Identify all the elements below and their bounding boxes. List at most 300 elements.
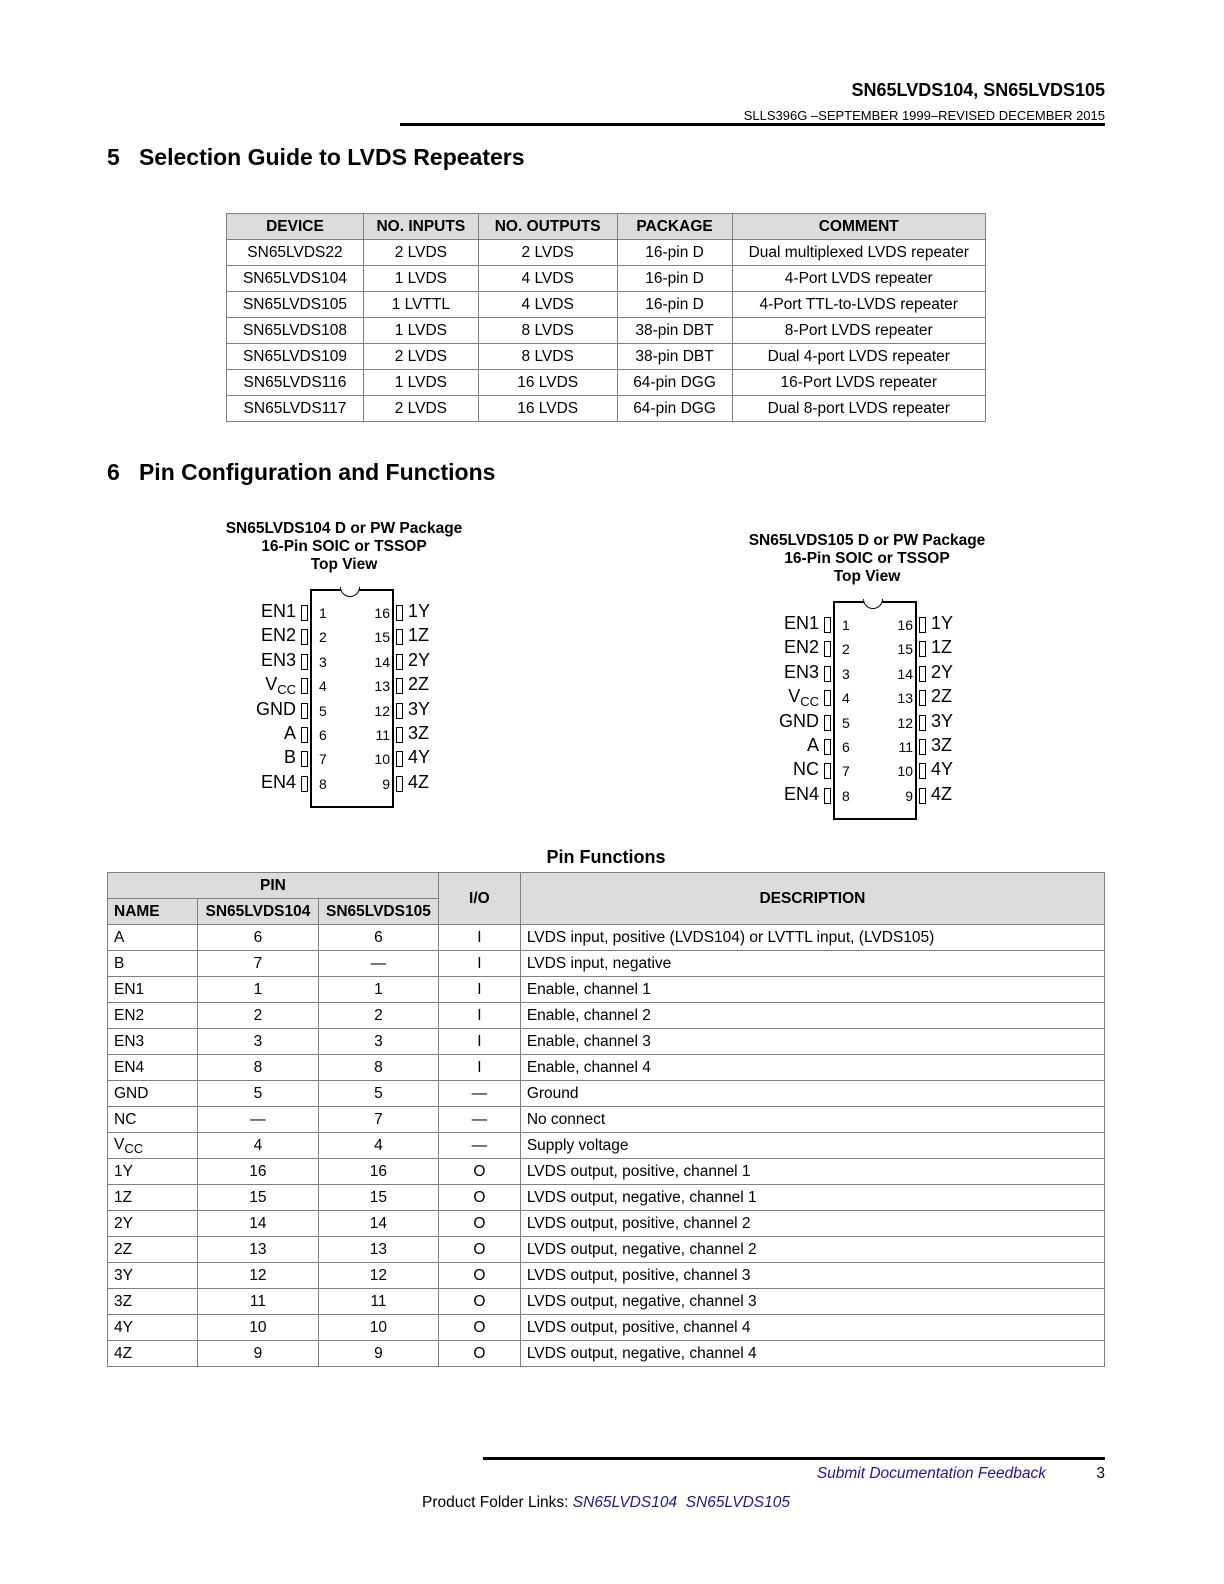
pin-name-cell — [108, 977, 198, 1003]
pin-number: 9 — [382, 775, 390, 792]
left-pin-name — [807, 735, 819, 756]
pin-lead — [824, 666, 831, 682]
package-title-line: SN65LVDS104 D or PW Package — [225, 520, 463, 537]
pin-lead — [396, 751, 403, 767]
right-pin-name: 4Z — [408, 771, 430, 792]
table-cell: SN65LVDS104 — [227, 266, 364, 292]
table-cell: Dual 4-port LVDS repeater — [732, 344, 986, 370]
table-cell: Dual multiplexed LVDS repeater — [732, 240, 986, 266]
pin-number: 7 — [842, 763, 850, 780]
pin-lead — [919, 788, 926, 804]
pin-name-subscript: CC — [124, 1140, 144, 1156]
table-cell: 1 LVTTL — [363, 292, 478, 318]
right-pin-name: 2Y — [931, 661, 954, 682]
pin-lead — [919, 666, 926, 682]
pin-row — [260, 601, 431, 625]
header-sn65lvds105: SN65LVDS105 — [318, 899, 438, 925]
table-cell: 64-pin DGG — [617, 396, 732, 422]
left-pin-name — [284, 747, 296, 768]
pin-105-cell: 7 — [318, 1107, 438, 1133]
column-header: NO. INPUTS — [363, 214, 478, 240]
pin-name-text: 4Z — [114, 1344, 133, 1362]
pin-105-cell: 12 — [318, 1263, 438, 1289]
description-cell: LVDS output, positive, channel 1 — [520, 1159, 1104, 1185]
pin-number: 5 — [319, 702, 327, 719]
pin-lead — [396, 703, 403, 719]
pin-104-cell: 9 — [197, 1341, 318, 1367]
header-io: I/O — [438, 873, 520, 925]
pin-number: 8 — [842, 787, 850, 804]
table-header-row — [227, 214, 986, 240]
right-pin-name: 3Z — [931, 735, 953, 755]
table-row — [108, 1263, 1105, 1289]
description-cell: Enable, channel 1 — [520, 977, 1104, 1003]
pin-105-cell: 9 — [318, 1341, 438, 1367]
io-cell: O — [438, 1341, 520, 1367]
pin-name-cell — [108, 1315, 198, 1341]
table-cell: 16-pin D — [617, 240, 732, 266]
pin-name-text: EN4 — [260, 771, 296, 792]
pin-name-text: 1Z — [114, 1188, 133, 1206]
description-cell: LVDS output, negative, channel 1 — [520, 1185, 1104, 1211]
pin-number: 15 — [374, 629, 390, 646]
pin-number: 13 — [897, 690, 913, 707]
pin-name-text: EN4 — [114, 1058, 145, 1076]
pin-105-cell: 10 — [318, 1315, 438, 1341]
pin-name-cell — [108, 1003, 198, 1029]
table-cell: 4 LVDS — [478, 266, 617, 292]
description-cell: Enable, channel 3 — [520, 1029, 1104, 1055]
pin-lead — [301, 776, 308, 792]
pin-name-cell — [108, 951, 198, 977]
pin-number: 13 — [374, 678, 390, 695]
pin-lead — [824, 715, 831, 731]
table-cell: 38-pin DBT — [617, 344, 732, 370]
pin-number: 12 — [897, 714, 913, 731]
feedback-link[interactable]: Submit Documentation Feedback — [816, 1465, 1046, 1482]
table-row — [108, 1003, 1105, 1029]
table-cell: 16-pin D — [617, 266, 732, 292]
pin-104-cell: 13 — [197, 1237, 318, 1263]
table-cell: 4-Port TTL-to-LVDS repeater — [732, 292, 986, 318]
product-link-104[interactable]: SN65LVDS104 — [572, 1494, 678, 1511]
pin-105-cell: 13 — [318, 1237, 438, 1263]
header-rule — [400, 123, 1105, 126]
table-row — [227, 318, 986, 344]
table-cell: SN65LVDS109 — [227, 344, 364, 370]
pin-name-cell — [108, 1029, 198, 1055]
pin-number: 4 — [842, 690, 850, 707]
pin-lead — [396, 654, 403, 670]
pin-row — [265, 674, 430, 698]
right-pin-name: 4Z — [931, 783, 953, 804]
document-title: SN65LVDS104, SN65LVDS105 — [851, 80, 1105, 100]
pin-lead — [301, 605, 308, 621]
pin-row — [260, 649, 431, 674]
pin-name-cell — [108, 1341, 198, 1367]
pin-104-cell: 5 — [197, 1081, 318, 1107]
table-cell: SN65LVDS105 — [227, 292, 364, 318]
pin-name-cell — [108, 1133, 198, 1159]
pin-name-text: 3Z — [114, 1292, 133, 1310]
table-cell: 2 LVDS — [478, 240, 617, 266]
pin-name-text: 1Y — [114, 1162, 133, 1180]
table-header-row — [108, 873, 1105, 899]
pin-name-text: A — [283, 723, 296, 743]
pin-104-cell: 16 — [197, 1159, 318, 1185]
table-row — [108, 1159, 1105, 1185]
pin-name-text: 3Y — [114, 1266, 133, 1284]
section-6-heading — [107, 459, 495, 486]
pin-104-cell: 8 — [197, 1055, 318, 1081]
table-cell: 2 LVDS — [363, 396, 478, 422]
pin-name-text: GND — [779, 710, 819, 731]
pin-number: 12 — [374, 702, 390, 719]
left-pin-name — [784, 662, 819, 683]
pin-105-cell: — — [318, 951, 438, 977]
pin-lead — [301, 629, 308, 645]
table-cell: SN65LVDS22 — [227, 240, 364, 266]
pin-lead — [919, 763, 926, 779]
pin-number: 2 — [319, 629, 327, 646]
description-cell: No connect — [520, 1107, 1104, 1133]
pin-name-text: EN3 — [260, 649, 296, 670]
right-pin-name: 1Y — [408, 601, 431, 621]
left-pin-name — [265, 674, 296, 697]
pin-name-text: V — [265, 674, 278, 695]
pin-lead — [396, 605, 403, 621]
description-cell: LVDS output, negative, channel 4 — [520, 1341, 1104, 1367]
pin-name-subscript: CC — [800, 694, 819, 710]
description-cell: LVDS output, positive, channel 4 — [520, 1315, 1104, 1341]
table-cell: 1 LVDS — [363, 266, 478, 292]
table-row — [108, 1341, 1105, 1367]
description-cell: Supply voltage — [520, 1133, 1104, 1159]
table-row — [227, 396, 986, 422]
left-pin-name — [788, 686, 819, 709]
table-cell: 8 LVDS — [478, 344, 617, 370]
description-cell: LVDS output, negative, channel 3 — [520, 1289, 1104, 1315]
pin-104-cell: 1 — [197, 977, 318, 1003]
pin-lead — [824, 739, 831, 755]
pin-name-cell — [108, 1289, 198, 1315]
pin-row — [283, 723, 430, 747]
pin-lead — [301, 678, 308, 694]
table-row — [108, 1055, 1105, 1081]
product-folder-links — [0, 1494, 1212, 1512]
pin-name-text: B — [283, 747, 296, 768]
section-number: 5 — [107, 144, 120, 170]
table-row — [108, 951, 1105, 977]
pin-number: 11 — [375, 727, 390, 743]
pin-row — [283, 747, 431, 771]
io-cell: O — [438, 1211, 520, 1237]
pin-name-text: V — [114, 1135, 125, 1153]
table-cell: 16 LVDS — [478, 370, 617, 396]
pin-row — [788, 686, 953, 710]
table-cell: 64-pin DGG — [617, 370, 732, 396]
header-description: DESCRIPTION — [520, 873, 1104, 925]
description-cell: Enable, channel 2 — [520, 1003, 1104, 1029]
pin-row — [260, 771, 430, 796]
right-pin-name: 1Y — [931, 613, 954, 633]
pin-number: 2 — [842, 641, 850, 658]
pin-name-cell — [108, 1185, 198, 1211]
right-pin-name: 3Z — [408, 723, 430, 743]
description-cell: LVDS output, positive, channel 3 — [520, 1263, 1104, 1289]
right-pin-name: 1Z — [931, 637, 953, 658]
table-row — [108, 1289, 1105, 1315]
right-pin-name: 2Z — [408, 674, 430, 695]
pin-104-cell: 11 — [197, 1289, 318, 1315]
left-pin-name — [261, 650, 296, 671]
table-row — [108, 1107, 1105, 1133]
selection-guide-table — [226, 213, 986, 422]
pin-name-text: EN1 — [260, 601, 296, 621]
left-pin-name — [261, 601, 296, 622]
pin-name-text: B — [114, 954, 125, 972]
pin-name-text: 4Y — [114, 1318, 133, 1336]
pin-104-cell: 14 — [197, 1211, 318, 1237]
table-row — [227, 292, 986, 318]
io-cell: I — [438, 1055, 520, 1081]
column-header: COMMENT — [732, 214, 986, 240]
pin-104-cell: 2 — [197, 1003, 318, 1029]
pin-functions-table — [107, 872, 1105, 1367]
pin-number: 14 — [374, 653, 390, 670]
header-pin: PIN — [108, 873, 439, 899]
pin-lead — [919, 641, 926, 657]
table-row — [108, 1133, 1105, 1159]
io-cell: O — [438, 1289, 520, 1315]
pin-105-cell: 15 — [318, 1185, 438, 1211]
pin-name-text: A — [114, 928, 125, 946]
pin-number: 14 — [897, 665, 913, 682]
pin-name-cell — [108, 1263, 198, 1289]
table-cell: 4 LVDS — [478, 292, 617, 318]
pin-104-cell: 7 — [197, 951, 318, 977]
description-cell: Enable, channel 4 — [520, 1055, 1104, 1081]
table-row — [227, 344, 986, 370]
pin-number: 16 — [897, 617, 913, 633]
pin-lead — [301, 654, 308, 670]
pin-number: 10 — [374, 751, 390, 768]
pin-name-text: GND — [256, 698, 296, 719]
pin-name-text: EN4 — [783, 783, 819, 804]
section-number: 6 — [107, 459, 120, 485]
left-pin-name — [793, 759, 819, 780]
pin-number: 10 — [897, 763, 913, 780]
description-cell: LVDS output, negative, channel 2 — [520, 1237, 1104, 1263]
pin-number: 6 — [842, 739, 850, 755]
pin-lead — [396, 629, 403, 645]
pin-name-cell — [108, 1211, 198, 1237]
table-cell: 16-Port LVDS repeater — [732, 370, 986, 396]
table-cell: 16-pin D — [617, 292, 732, 318]
pin-name-cell — [108, 1081, 198, 1107]
pin-lead — [824, 617, 831, 633]
io-cell: — — [438, 1107, 520, 1133]
pin-105-cell: 3 — [318, 1029, 438, 1055]
table-row — [108, 1081, 1105, 1107]
package-title-line: Top View — [310, 556, 378, 573]
pin-row — [783, 783, 953, 808]
package-title-line: SN65LVDS105 D or PW Package — [748, 532, 986, 549]
table-row — [108, 1029, 1105, 1055]
pin-name-text: A — [806, 735, 819, 755]
io-cell: I — [438, 925, 520, 951]
left-pin-name — [256, 699, 296, 720]
pin-104-cell: 15 — [197, 1185, 318, 1211]
pin-105-cell: 6 — [318, 925, 438, 951]
left-pin-name — [784, 784, 819, 805]
io-cell: I — [438, 977, 520, 1003]
pin-name-cell — [108, 1159, 198, 1185]
pin-number: 7 — [319, 751, 327, 768]
table-cell: 8 LVDS — [478, 318, 617, 344]
table-cell: SN65LVDS117 — [227, 396, 364, 422]
pin-lead — [301, 703, 308, 719]
pin-number: 1 — [842, 617, 850, 633]
pin-104-cell: — — [197, 1107, 318, 1133]
pin-row — [806, 735, 953, 759]
io-cell: O — [438, 1237, 520, 1263]
right-pin-name: 4Y — [931, 759, 954, 780]
table-cell: 8-Port LVDS repeater — [732, 318, 986, 344]
pin-name-text: NC — [793, 759, 819, 780]
io-cell: I — [438, 951, 520, 977]
description-cell: LVDS input, negative — [520, 951, 1104, 977]
io-cell: O — [438, 1315, 520, 1341]
right-pin-name: 2Z — [931, 686, 953, 707]
pin-name-text: EN2 — [260, 625, 296, 646]
pin-104-cell: 3 — [197, 1029, 318, 1055]
right-pin-name: 1Z — [408, 625, 430, 646]
column-header: NO. OUTPUTS — [478, 214, 617, 240]
table-cell: 4-Port LVDS repeater — [732, 266, 986, 292]
right-pin-name: 2Y — [408, 649, 431, 670]
pin-number: 6 — [319, 727, 327, 743]
table-cell: 2 LVDS — [363, 344, 478, 370]
package-title-line: 16-Pin SOIC or TSSOP — [784, 550, 950, 567]
package-title-line: 16-Pin SOIC or TSSOP — [261, 538, 427, 555]
left-pin-name — [784, 613, 819, 634]
io-cell: — — [438, 1133, 520, 1159]
pin-row — [256, 698, 431, 723]
pin-name-text: EN1 — [783, 613, 819, 633]
links-label: Product Folder Links: — [422, 1494, 569, 1511]
left-pin-name — [261, 772, 296, 793]
column-header: DEVICE — [227, 214, 364, 240]
pin-lead — [919, 739, 926, 755]
pin-name-cell — [108, 925, 198, 951]
pin-row — [793, 759, 954, 783]
pin-105-cell: 5 — [318, 1081, 438, 1107]
pin-number: 9 — [905, 787, 913, 804]
pin-105-cell: 14 — [318, 1211, 438, 1237]
pin-name-text: GND — [114, 1084, 149, 1102]
pin-lead — [396, 776, 403, 792]
pin-row — [783, 637, 953, 661]
pin-lead — [824, 690, 831, 706]
pin-functions-caption: Pin Functions — [546, 847, 666, 867]
product-link-105[interactable]: SN65LVDS105 — [685, 1494, 790, 1511]
right-pin-name: 3Y — [931, 710, 954, 731]
pin-number: 4 — [319, 678, 327, 695]
table-row — [108, 925, 1105, 951]
pin-name-text: EN3 — [114, 1032, 145, 1050]
pin-lead — [824, 788, 831, 804]
pin-105-cell: 16 — [318, 1159, 438, 1185]
table-cell: 1 LVDS — [363, 318, 478, 344]
table-row — [108, 1185, 1105, 1211]
pin-lead — [919, 690, 926, 706]
pin-105-cell: 11 — [318, 1289, 438, 1315]
description-cell: LVDS input, positive (LVDS104) or LVTTL input, (LVDS105) — [520, 925, 1104, 951]
pin-number: 8 — [319, 775, 327, 792]
pin-105-cell: 2 — [318, 1003, 438, 1029]
column-header: PACKAGE — [617, 214, 732, 240]
io-cell: I — [438, 1003, 520, 1029]
table-row — [108, 1237, 1105, 1263]
document-id: SLLS396G –SEPTEMBER 1999–REVISED DECEMBER 2015 — [743, 108, 1105, 123]
package-title-line: Top View — [833, 568, 901, 585]
pin-104-cell: 4 — [197, 1133, 318, 1159]
pin-name-cell — [108, 1055, 198, 1081]
pin-104-cell: 6 — [197, 925, 318, 951]
table-cell: 38-pin DBT — [617, 318, 732, 344]
table-cell: SN65LVDS116 — [227, 370, 364, 396]
io-cell: — — [438, 1081, 520, 1107]
pin-name-text: EN2 — [783, 637, 819, 658]
pin-lead — [396, 678, 403, 694]
left-pin-name — [784, 637, 819, 658]
pin-name-text: NC — [114, 1110, 137, 1128]
table-row — [227, 266, 986, 292]
pin-row — [779, 710, 954, 735]
footer-rule — [483, 1457, 1105, 1460]
pin-105-cell: 1 — [318, 977, 438, 1003]
pin-lead — [301, 751, 308, 767]
right-pin-name: 4Y — [408, 747, 431, 768]
description-cell: LVDS output, positive, channel 2 — [520, 1211, 1104, 1237]
section-title: Selection Guide to LVDS Repeaters — [138, 144, 525, 170]
pin-lead — [396, 727, 403, 743]
right-pin-name: 3Y — [408, 698, 431, 719]
pin-number: 1 — [319, 605, 327, 621]
table-cell: Dual 8-port LVDS repeater — [732, 396, 986, 422]
pin-row — [260, 625, 430, 649]
pin-105-cell: 8 — [318, 1055, 438, 1081]
header-name: NAME — [108, 899, 198, 925]
pin-name-text: 2Z — [114, 1240, 133, 1258]
table-cell: 1 LVDS — [363, 370, 478, 396]
table-row — [108, 1211, 1105, 1237]
pin-number: 5 — [842, 714, 850, 731]
pin-lead — [301, 727, 308, 743]
pin-number: 3 — [319, 653, 327, 670]
table-row — [227, 240, 986, 266]
pin-name-text: EN1 — [114, 980, 145, 998]
io-cell: I — [438, 1029, 520, 1055]
left-pin-name — [261, 625, 296, 646]
io-cell: O — [438, 1263, 520, 1289]
io-cell: O — [438, 1185, 520, 1211]
header-sn65lvds104: SN65LVDS104 — [197, 899, 318, 925]
pin-name-text: EN2 — [114, 1006, 145, 1024]
pin-lead — [824, 641, 831, 657]
pin-lead — [824, 763, 831, 779]
